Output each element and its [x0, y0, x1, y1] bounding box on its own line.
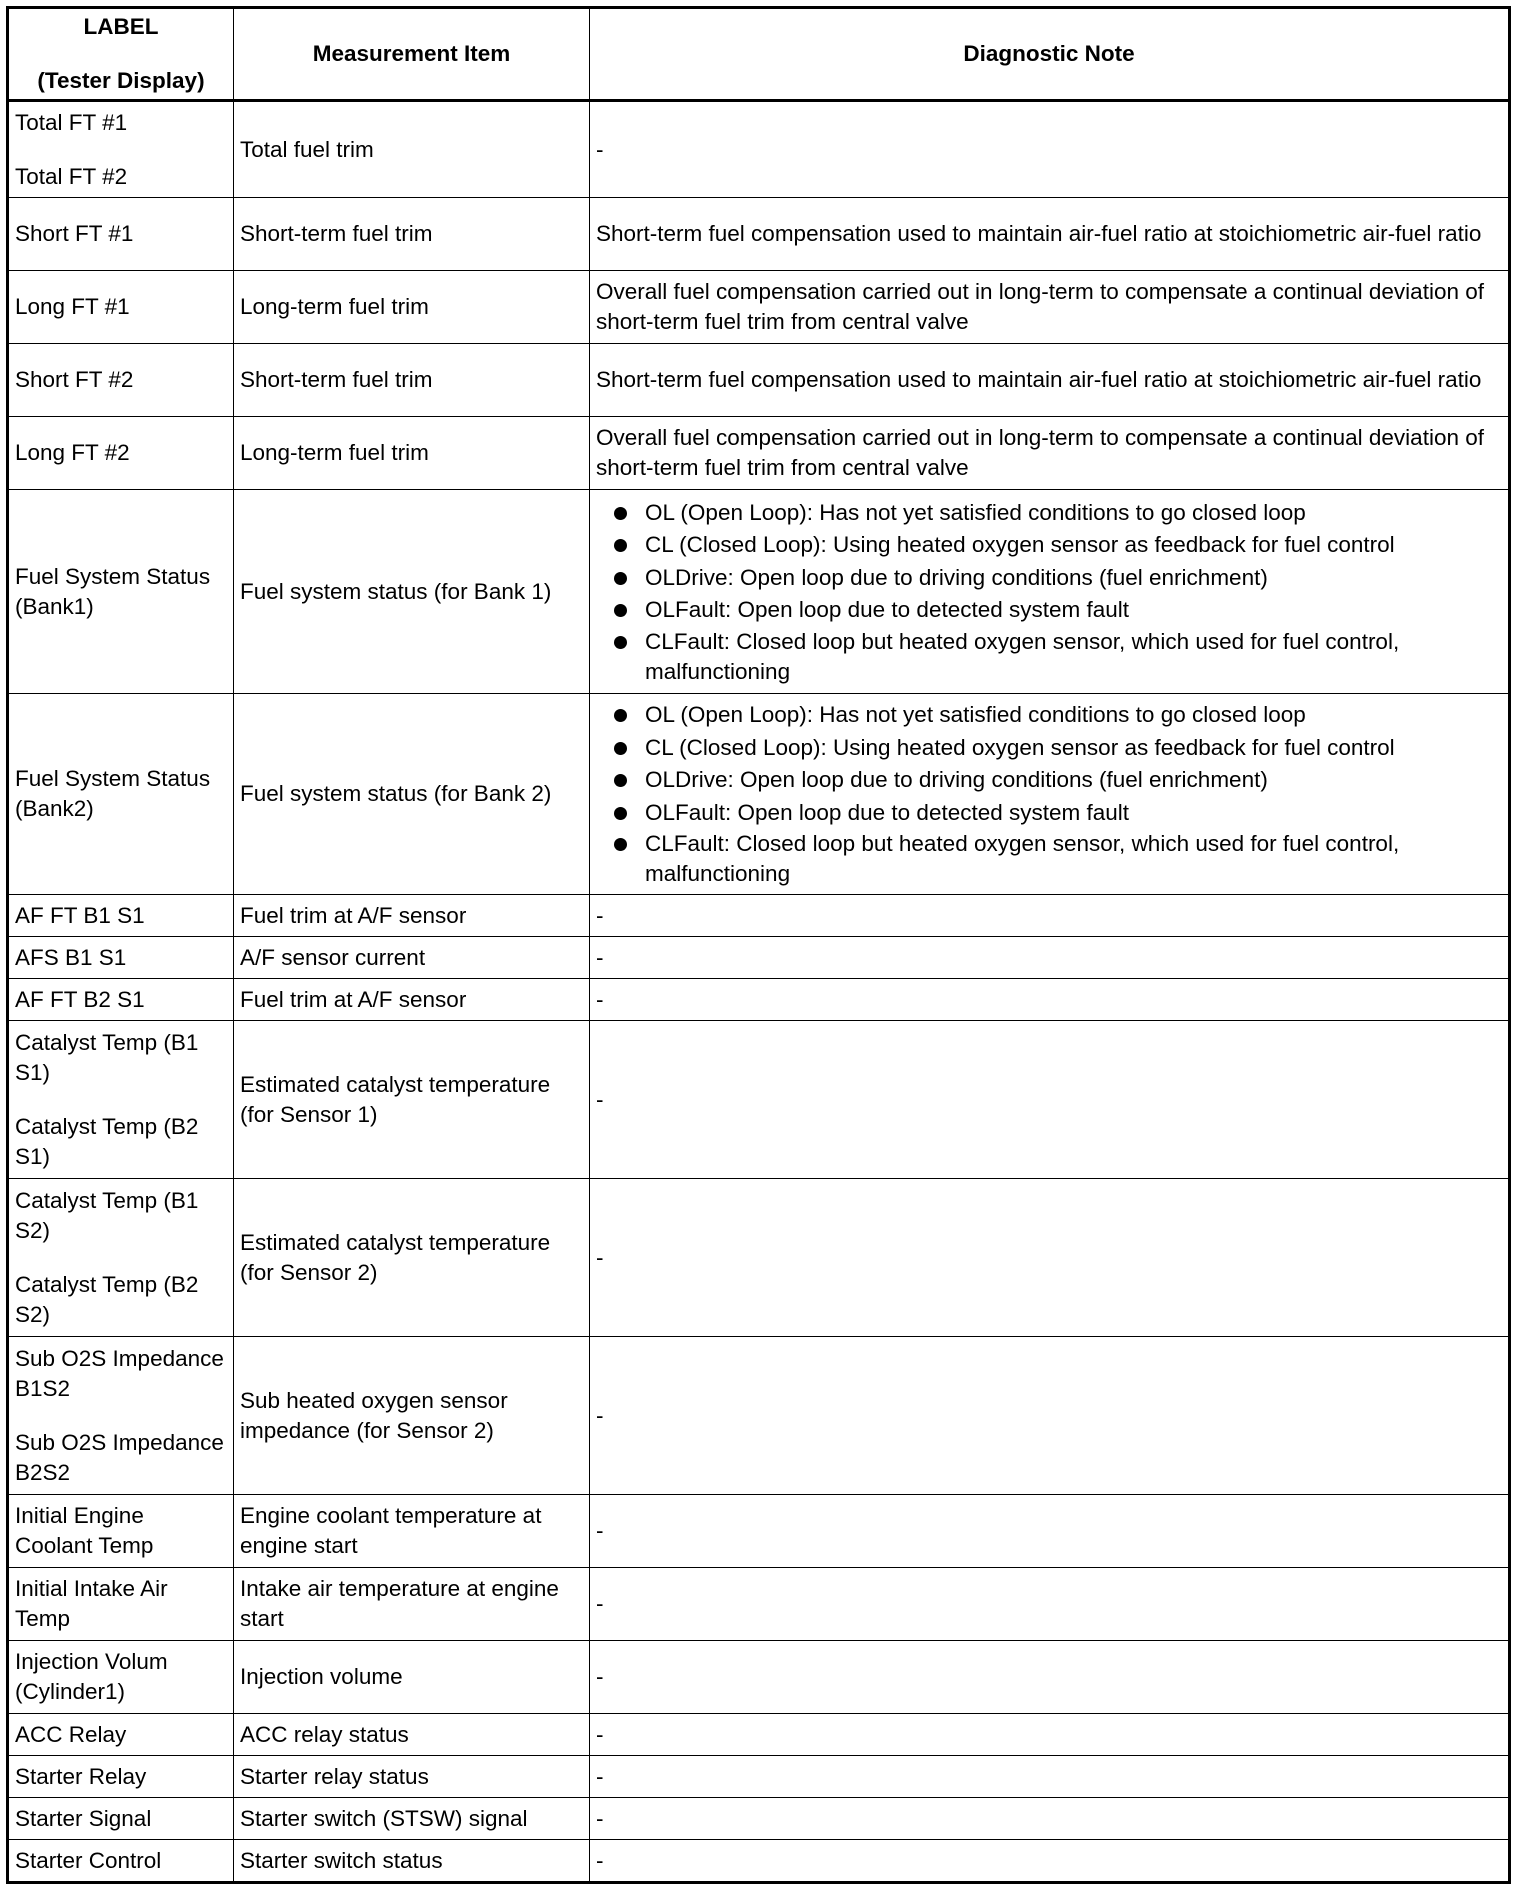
note-cell: -: [590, 979, 1510, 1021]
measurement-cell: Engine coolant temperature at engine start: [234, 1495, 590, 1568]
list-item: OLDrive: Open loop due to driving conditions (fuel enrichment): [596, 764, 1502, 797]
label-cell: Starter Control: [8, 1840, 234, 1883]
note-cell: -: [590, 1798, 1510, 1840]
header-measurement: Measurement Item: [234, 8, 590, 101]
label-text: Sub O2S Impedance B1S2: [15, 1345, 224, 1401]
table-row: [8, 895, 1510, 937]
measurement-cell: Long-term fuel trim: [234, 271, 590, 344]
table-row: [8, 101, 1510, 198]
measurement-cell: Intake air temperature at engine start: [234, 1568, 590, 1641]
table-row: [8, 271, 1510, 344]
header-label: [8, 8, 234, 101]
list-item: CLFault: Closed loop but heated oxygen sensor, which used for fuel control, malfunctioning: [596, 627, 1502, 687]
label-cell: Short FT #2: [8, 344, 234, 417]
note-cell: -: [590, 1179, 1510, 1337]
note-cell: -: [590, 1337, 1510, 1495]
note-cell: -: [590, 1641, 1510, 1714]
note-list: [596, 699, 1502, 889]
table-row: [8, 1495, 1510, 1568]
list-item: CLFault: Closed loop but heated oxygen sensor, which used for fuel control, malfunctioning: [596, 829, 1502, 889]
list-item: CL (Closed Loop): Using heated oxygen sensor as feedback for fuel control: [596, 529, 1502, 562]
label-cell: Starter Signal: [8, 1798, 234, 1840]
table-row: [8, 1756, 1510, 1798]
table-row: [8, 937, 1510, 979]
label-cell: Long FT #1: [8, 271, 234, 344]
table-row: [8, 1714, 1510, 1756]
table-row: [8, 1568, 1510, 1641]
header-label-line2: (Tester Display): [37, 68, 205, 93]
note-cell: [590, 490, 1510, 694]
table-row: [8, 344, 1510, 417]
label-cell: ACC Relay: [8, 1714, 234, 1756]
label-cell: Short FT #1: [8, 198, 234, 271]
list-item: OLFault: Open loop due to detected system fault: [596, 594, 1502, 627]
note-cell: Overall fuel compensation carried out in long-term to compensate a continual deviation of short-term fuel trim from central valve: [590, 417, 1510, 490]
label-cell: AFS B1 S1: [8, 937, 234, 979]
measurement-cell: Estimated catalyst temperature (for Sensor 1): [234, 1021, 590, 1179]
document-page: [6, 6, 1508, 1884]
table-row: [8, 1179, 1510, 1337]
note-cell: Overall fuel compensation carried out in long-term to compensate a continual deviation of short-term fuel trim from central valve: [590, 271, 1510, 344]
label-text: Total FT #2: [15, 163, 128, 189]
table-row: [8, 979, 1510, 1021]
measurement-cell: Fuel system status (for Bank 1): [234, 490, 590, 694]
label-cell: [8, 1179, 234, 1337]
label-cell: [8, 1021, 234, 1179]
table-row: [8, 198, 1510, 271]
label-cell: Injection Volum (Cylinder1): [8, 1641, 234, 1714]
measurement-cell: Starter switch (STSW) signal: [234, 1798, 590, 1840]
table-row: [8, 694, 1510, 895]
table-row: [8, 1337, 1510, 1495]
measurement-cell: Fuel system status (for Bank 2): [234, 694, 590, 895]
measurement-cell: ACC relay status: [234, 1714, 590, 1756]
label-cell: AF FT B1 S1: [8, 895, 234, 937]
note-cell: -: [590, 1495, 1510, 1568]
note-cell: [590, 694, 1510, 895]
note-cell: Short-term fuel compensation used to maintain air-fuel ratio at stoichiometric air-fuel ratio: [590, 198, 1510, 271]
note-cell: -: [590, 937, 1510, 979]
header-label-line1: LABEL: [83, 14, 159, 39]
label-cell: Initial Engine Coolant Temp: [8, 1495, 234, 1568]
measurement-cell: Short-term fuel trim: [234, 344, 590, 417]
list-item: CL (Closed Loop): Using heated oxygen sensor as feedback for fuel control: [596, 732, 1502, 765]
measurement-cell: Long-term fuel trim: [234, 417, 590, 490]
table-row: [8, 1021, 1510, 1179]
table-header-row: [8, 8, 1510, 101]
table-row: [8, 417, 1510, 490]
measurement-cell: Fuel trim at A/F sensor: [234, 895, 590, 937]
list-item: OL (Open Loop): Has not yet satisfied conditions to go closed loop: [596, 497, 1502, 530]
label-cell: Initial Intake Air Temp: [8, 1568, 234, 1641]
measurement-cell: Total fuel trim: [234, 101, 590, 198]
list-item: OLDrive: Open loop due to driving conditions (fuel enrichment): [596, 562, 1502, 595]
measurement-cell: Starter relay status: [234, 1756, 590, 1798]
measurement-cell: Short-term fuel trim: [234, 198, 590, 271]
data-list-table: [6, 6, 1511, 1884]
label-cell: Fuel System Status (Bank1): [8, 490, 234, 694]
label-text: Catalyst Temp (B2 S2): [15, 1271, 199, 1327]
measurement-cell: Starter switch status: [234, 1840, 590, 1883]
label-cell: AF FT B2 S1: [8, 979, 234, 1021]
label-cell: [8, 101, 234, 198]
note-cell: -: [590, 1714, 1510, 1756]
label-cell: [8, 1337, 234, 1495]
measurement-cell: Estimated catalyst temperature (for Sensor 2): [234, 1179, 590, 1337]
note-cell: -: [590, 1568, 1510, 1641]
label-text: Catalyst Temp (B1 S1): [15, 1029, 199, 1085]
header-diagnostic-note: Diagnostic Note: [590, 8, 1510, 101]
measurement-cell: Fuel trim at A/F sensor: [234, 979, 590, 1021]
label-cell: Fuel System Status (Bank2): [8, 694, 234, 895]
note-cell: -: [590, 1756, 1510, 1798]
table-row: [8, 1798, 1510, 1840]
label-cell: Long FT #2: [8, 417, 234, 490]
table-row: [8, 1840, 1510, 1883]
measurement-cell: Injection volume: [234, 1641, 590, 1714]
label-text: Total FT #1: [15, 109, 128, 135]
measurement-cell: Sub heated oxygen sensor impedance (for Sensor 2): [234, 1337, 590, 1495]
label-text: Catalyst Temp (B1 S2): [15, 1187, 199, 1243]
list-item: OLFault: Open loop due to detected system fault: [596, 797, 1502, 830]
note-cell: -: [590, 895, 1510, 937]
table-row: [8, 1641, 1510, 1714]
note-cell: Short-term fuel compensation used to maintain air-fuel ratio at stoichiometric air-fuel ratio: [590, 344, 1510, 417]
table-row: [8, 490, 1510, 694]
measurement-cell: A/F sensor current: [234, 937, 590, 979]
note-list: [596, 497, 1502, 687]
note-cell: -: [590, 1021, 1510, 1179]
list-item: OL (Open Loop): Has not yet satisfied conditions to go closed loop: [596, 699, 1502, 732]
label-cell: Starter Relay: [8, 1756, 234, 1798]
label-text: Sub O2S Impedance B2S2: [15, 1429, 224, 1485]
label-text: Catalyst Temp (B2 S1): [15, 1113, 199, 1169]
note-cell: -: [590, 101, 1510, 198]
note-cell: -: [590, 1840, 1510, 1883]
